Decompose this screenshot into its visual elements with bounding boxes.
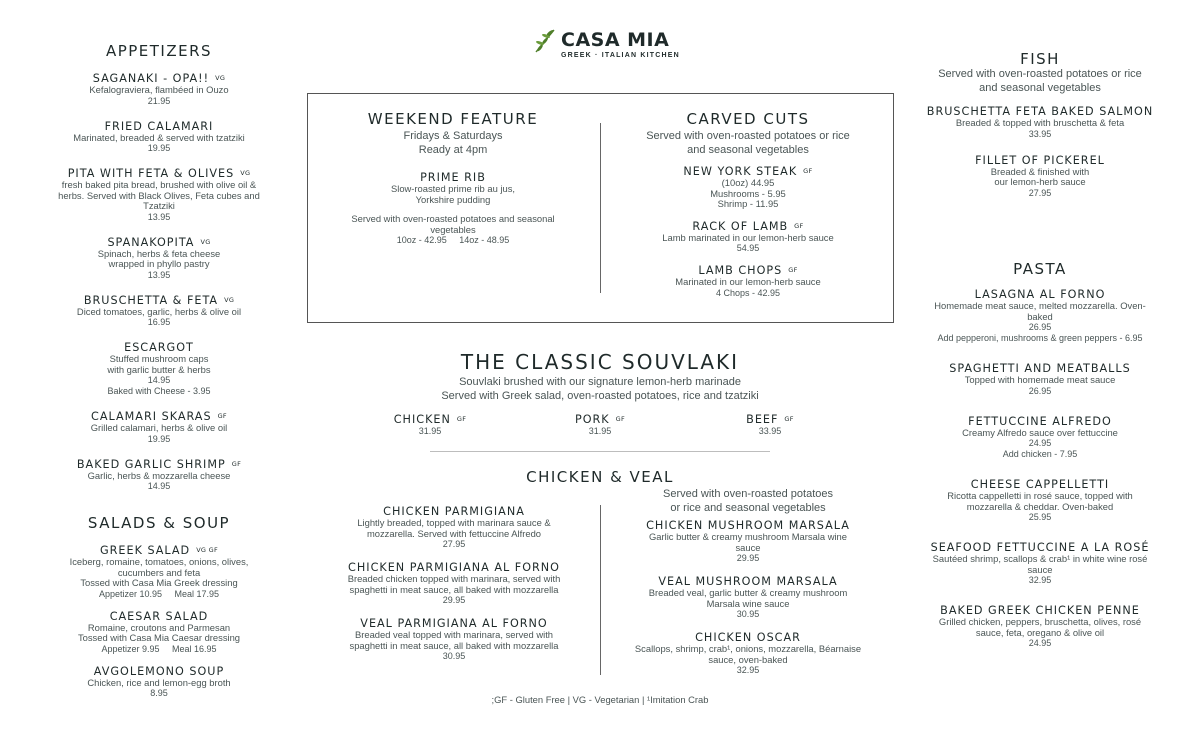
item-name-text: VEAL MUSHROOM MARSALA: [658, 575, 838, 588]
item-name-text: PORK: [574, 413, 610, 426]
menu-item-seafood-fettuccine-a-la-ros: [910, 541, 1170, 586]
item-price: Appetizer 10.95 Meal 17.95: [98, 588, 220, 599]
dietary-tag: GF: [217, 412, 227, 420]
appetizers-section: [44, 42, 274, 505]
item-price: 29.95: [736, 553, 760, 563]
fish-list: [910, 105, 1170, 199]
menu-item-greek-salad: [44, 544, 274, 600]
item-name: [44, 120, 274, 133]
item-name-text: RACK OF LAMB: [692, 219, 789, 233]
item-price: 13.95: [147, 211, 171, 222]
prime-rib-sizes: 10oz - 42.95 14oz - 48.95: [396, 235, 510, 245]
item-name: [545, 413, 655, 426]
dietary-legend: ;GF - Gluten Free | VG - Vegetarian | ¹Imitation Crab: [491, 694, 709, 705]
menu-item-saganaki-opa: [44, 72, 274, 107]
carved-subtitle: Served with oven-roasted potatoes or rice and seasonal vegetables: [646, 130, 850, 156]
item-name-text: BRUSCHETTA FETA BAKED SALMON: [926, 105, 1154, 118]
menu-item-chicken-parmigiana-al-forno: [318, 561, 590, 606]
item-name-text: FILLET OF PICKEREL: [975, 153, 1105, 167]
souvlaki-title: THE CLASSIC SOUVLAKI: [460, 350, 740, 374]
item-description: Sautéed shrimp, scallops & crab¹ in white wine rosé sauce: [932, 553, 1148, 575]
item-name: [606, 220, 890, 233]
prime-rib-name: PRIME RIB: [420, 171, 486, 184]
dietary-tag: GF: [788, 266, 798, 274]
item-price: 19.95: [147, 433, 171, 444]
item-price: 27.95: [1028, 187, 1052, 198]
item-description: (10oz) 44.95 Mushrooms - 5.95 Shrimp - 11.95: [710, 177, 786, 209]
menu-item-avgolemono-soup: [44, 665, 274, 700]
item-price: 30.95: [442, 651, 466, 661]
cv-left-list: [318, 505, 590, 662]
dietary-tag: GF: [784, 415, 794, 423]
item-description: Garlic, herbs & mozzarella cheese: [87, 469, 231, 481]
menu-item-chicken-mushroom-marsala: [612, 519, 884, 564]
item-description: Lightly breaded, topped with marinara sauce & mozzarella. Served with fettuccine Alfredo: [357, 517, 551, 539]
item-price: 33.95: [1028, 128, 1052, 139]
fish-subtitle: Served with oven-roasted potatoes or rice and seasonal vegetables: [938, 68, 1142, 94]
item-name-text: SPAGHETTI AND MEATBALLS: [949, 362, 1131, 375]
dietary-tag: GF: [803, 167, 813, 175]
dietary-tag: GF: [794, 221, 804, 230]
appetizers-title: APPETIZERS: [105, 42, 213, 60]
item-price: 25.95: [1028, 512, 1052, 522]
menu-item-cheese-cappelletti: [910, 478, 1170, 523]
appetizers-list: [44, 72, 274, 492]
menu-item-caesar-salad: [44, 610, 274, 655]
item-price: 21.95: [147, 95, 171, 106]
item-description: Kefalograviera, flambéed in Ouzo: [89, 84, 229, 95]
menu-item-fried-calamari: [44, 120, 274, 155]
item-description: Garlic butter & creamy mushroom Marsala wine sauce: [649, 531, 847, 553]
pasta-section: [910, 260, 1170, 667]
prime-rib-note: Served with oven-roasted potatoes and seasonal vegetables: [351, 213, 555, 235]
item-price: 30.95: [736, 609, 760, 619]
item-price: 13.95: [147, 269, 171, 280]
item-price: Appetizer 9.95 Meal 16.95: [101, 643, 217, 654]
item-description: Breaded veal topped with marinara, served with spaghetti in meat sauce, all baked with mozzarella: [349, 629, 559, 651]
item-description: Breaded & finished with our lemon-herb sauce: [990, 165, 1090, 187]
item-addon: Baked with Cheese - 3.95: [107, 386, 211, 396]
item-price: 54.95: [736, 243, 760, 253]
dietary-tag: VG: [224, 295, 235, 304]
menu-item-baked-garlic-shrimp: [44, 458, 274, 493]
dietary-tag: GF: [615, 415, 626, 423]
item-name-text: CHICKEN PARMIGIANA AL FORNO: [348, 561, 560, 574]
carved-cuts: [606, 110, 890, 309]
item-name-text: BRUSCHETTA & FETA: [83, 293, 219, 307]
item-name: [44, 610, 274, 623]
chicken-veal-divider: [600, 505, 601, 675]
item-description: Breaded veal, garlic butter & creamy mushroom Marsala wine sauce: [648, 587, 848, 609]
item-price: 31.95: [588, 426, 612, 436]
features-divider: [600, 123, 601, 293]
item-description: Grilled calamari, herbs & olive oil: [90, 422, 228, 433]
menu-item-bruschetta-feta: [44, 294, 274, 329]
item-description: Spinach, herbs & feta cheese wrapped in phyllo pastry: [97, 247, 221, 269]
item-name: [715, 413, 825, 426]
item-name-text: GREEK SALAD: [99, 544, 191, 557]
menu-item-pork: [545, 413, 655, 437]
item-name-text: SEAFOOD FETTUCCINE A LA ROSÉ: [930, 541, 1150, 554]
item-price: 32.95: [736, 665, 760, 675]
souvlaki-divider: [430, 451, 770, 452]
item-description: Lamb marinated in our lemon-herb sauce: [662, 231, 834, 243]
restaurant-name: CASA MIA: [561, 29, 670, 51]
item-description: Breaded chicken topped with marinara, served with spaghetti in meat sauce, all baked with mozzarella: [347, 573, 561, 595]
fish-title: FISH: [1020, 50, 1060, 68]
item-price: 27.95: [442, 539, 466, 549]
dietary-tag: GF: [456, 415, 467, 423]
item-price: 16.95: [147, 317, 171, 327]
item-price: 29.95: [442, 595, 466, 605]
dietary-tag: GF: [231, 459, 242, 468]
item-price: 26.95: [1028, 385, 1052, 396]
item-name-text: LASAGNA AL FORNO: [974, 288, 1106, 301]
cv-right-list: [612, 519, 884, 676]
item-price: 31.95: [418, 426, 442, 436]
item-description: Marinated in our lemon-herb sauce: [675, 276, 821, 287]
menu-item-lasagna-al-forno: [910, 288, 1170, 344]
item-name-text: SPANAKOPITA: [107, 235, 195, 249]
item-name-text: FRIED CALAMARI: [104, 119, 214, 133]
item-name: [44, 665, 274, 678]
item-description: Chicken, rice and lemon-egg broth: [87, 676, 231, 688]
item-description: Breaded & topped with bruschetta & feta: [955, 117, 1125, 128]
item-description: Stuffed mushroom caps with garlic butter & herbs: [107, 353, 211, 375]
menu-item-rack-of-lamb: [606, 220, 890, 255]
item-price: 24.95: [1028, 638, 1052, 648]
chicken-veal-header: [450, 468, 750, 486]
pasta-list: [910, 288, 1170, 649]
chicken-veal-left: [318, 505, 590, 673]
item-description: Grilled chicken, peppers, bruschetta, olives, rosé sauce, feta, oregano & olive oil: [938, 616, 1142, 638]
menu-item-chicken-oscar: [612, 631, 884, 676]
prime-rib-desc: Slow-roasted prime rib au jus, Yorkshire pudding: [390, 183, 515, 205]
item-name: [44, 236, 274, 249]
item-description: Iceberg, romaine, tomatoes, onions, olives, cucumbers and feta Tossed with Casa Mia Greek dressing: [69, 556, 249, 588]
carved-list: [606, 165, 890, 299]
item-name: [375, 413, 485, 426]
item-name-text: CALAMARI SKARAS: [91, 410, 212, 423]
salads-section: [44, 514, 274, 709]
item-description: Marinated, breaded & served with tzatziki: [73, 131, 245, 143]
item-name-text: CHICKEN OSCAR: [695, 631, 801, 644]
menu-item-veal-mushroom-marsala: [612, 575, 884, 620]
item-name-text: CHEESE CAPPELLETTI: [970, 478, 1110, 491]
item-name-text: BAKED GARLIC SHRIMP: [76, 457, 226, 471]
souvlaki-subtitle: Souvlaki brushed with our signature lemon-herb marinade Served with Greek salad, oven-roasted potatoes, rice and tzatziki: [441, 376, 759, 402]
chicken-veal-subtitle: Served with oven-roasted potatoes or rice and seasonal vegetables: [663, 488, 833, 514]
salads-list: [44, 544, 274, 699]
item-name: [44, 458, 274, 471]
item-description: Diced tomatoes, garlic, herbs & olive oil: [76, 305, 242, 317]
item-price: 8.95: [150, 688, 168, 698]
item-name-text: ESCARGOT: [124, 341, 194, 354]
menu-item-baked-greek-chicken-penne: [910, 604, 1170, 649]
item-name-text: NEW YORK STEAK: [683, 165, 798, 178]
item-price: 19.95: [147, 143, 171, 153]
item-addon: Add chicken - 7.95: [1002, 449, 1078, 459]
menu-item-spaghetti-and-meatballs: [910, 362, 1170, 397]
item-description: Homemade meat sauce, melted mozzarella. Oven- baked: [934, 300, 1146, 322]
item-description: Topped with homemade meat sauce: [964, 374, 1116, 385]
item-name: [910, 154, 1170, 167]
item-description: fresh baked pita bread, brushed with olive oil & herbs. Served with Black Olives, Feta cubes and Tzatziki: [58, 179, 260, 211]
weekend-subtitle: Fridays & Saturdays Ready at 4pm: [403, 130, 503, 156]
menu-item-lamb-chops: [606, 264, 890, 299]
item-description: Romaine, croutons and Parmesan Tossed with Casa Mia Caesar dressing: [77, 621, 241, 643]
item-price: 14.95: [147, 375, 171, 385]
item-price: 32.95: [1028, 575, 1052, 585]
item-name-text: VEAL PARMIGIANA AL FORNO: [360, 617, 548, 630]
olive-branch-icon: [533, 28, 557, 54]
menu-item-new-york-steak: [606, 165, 890, 210]
weekend-feature: [312, 110, 594, 246]
menu-item-escargot: [44, 341, 274, 397]
menu-item-bruschetta-feta-baked-salmon: [910, 105, 1170, 140]
chicken-veal-right: [612, 488, 884, 687]
menu-item-spanakopita: [44, 236, 274, 281]
item-name-text: AVGOLEMONO SOUP: [93, 664, 225, 678]
chicken-veal-title: CHICKEN & VEAL: [526, 468, 674, 486]
dietary-tag: VG: [240, 169, 251, 177]
menu-item-beef: [715, 413, 825, 437]
pasta-title: PASTA: [1013, 260, 1067, 278]
menu-item-veal-parmigiana-al-forno: [318, 617, 590, 662]
carved-title: CARVED CUTS: [686, 110, 810, 128]
menu-item-fettuccine-alfredo: [910, 415, 1170, 461]
menu-item-calamari-skaras: [44, 410, 274, 445]
item-name-text: BAKED GREEK CHICKEN PENNE: [940, 604, 1140, 617]
menu-item-fillet-of-pickerel: [910, 154, 1170, 199]
item-price: 4 Chops - 42.95: [715, 287, 781, 298]
item-price: 26.95: [1028, 322, 1052, 332]
fish-section: [910, 50, 1170, 213]
item-name: [910, 415, 1170, 428]
item-description: Creamy Alfredo sauce over fettuccine: [962, 426, 1118, 438]
menu-item-pita-with-feta-olives: [44, 167, 274, 223]
item-price: 33.95: [758, 426, 782, 436]
restaurant-tagline: GREEK · ITALIAN KITCHEN: [561, 52, 680, 59]
souvlaki-section: [350, 350, 850, 403]
item-name-text: CHICKEN MUSHROOM MARSALA: [646, 519, 850, 532]
dietary-tag: VG GF: [196, 546, 219, 554]
item-price: 24.95: [1028, 438, 1052, 448]
item-name: [44, 294, 274, 307]
dietary-tag: VG: [200, 237, 211, 246]
weekend-title: WEEKEND FEATURE: [367, 110, 539, 128]
item-name-text: FETTUCCINE ALFREDO: [968, 414, 1112, 428]
dietary-tag: VG: [215, 74, 226, 82]
item-name-text: SAGANAKI - OPA!!: [92, 72, 210, 85]
item-price: 14.95: [147, 481, 171, 491]
menu-item-chicken: [375, 413, 485, 437]
item-description: Ricotta cappelletti in rosé sauce, topped with mozzarella & cheddar. Oven-baked: [947, 490, 1133, 512]
item-name-text: CAESAR SALAD: [109, 609, 209, 623]
item-addon: Add pepperoni, mushrooms & green peppers - 6.95: [937, 333, 1143, 343]
item-name-text: BEEF: [746, 413, 779, 426]
item-name-text: LAMB CHOPS: [698, 264, 783, 277]
item-name-text: PITA WITH FETA & OLIVES: [67, 167, 235, 180]
menu-item-chicken-parmigiana: [318, 505, 590, 550]
item-name-text: CHICKEN PARMIGIANA: [383, 505, 525, 518]
item-name-text: CHICKEN: [393, 413, 451, 426]
salads-title: SALADS & SOUP: [87, 514, 231, 532]
logo: [533, 28, 680, 62]
item-description: Scallops, shrimp, crab¹, onions, mozzarella, Béarnaise sauce, oven-baked: [634, 643, 862, 665]
